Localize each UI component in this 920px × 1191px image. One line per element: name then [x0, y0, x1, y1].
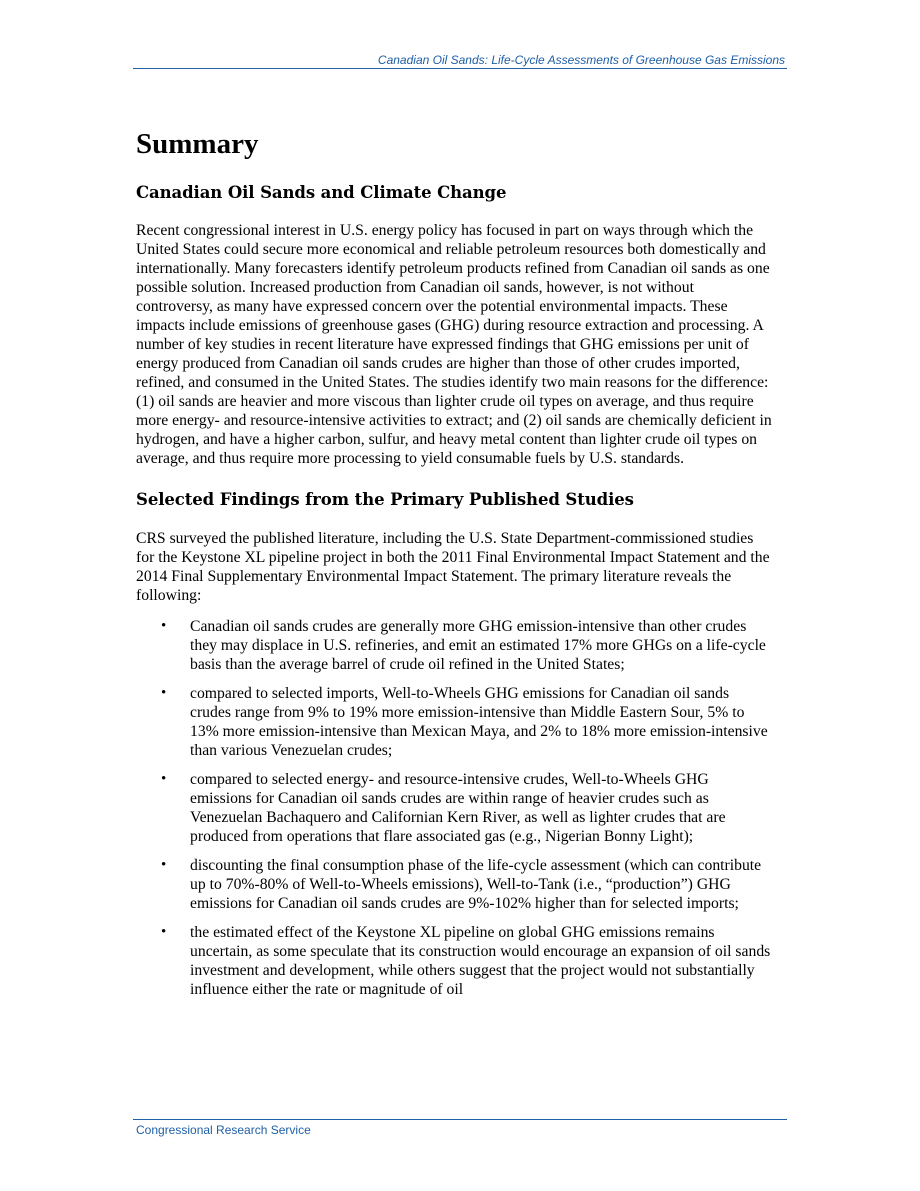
header-rule — [133, 68, 787, 69]
list-item — [136, 617, 772, 674]
section-heading-findings: Selected Findings from the Primary Published Studies — [136, 490, 634, 509]
list-item — [136, 856, 772, 913]
list-item — [136, 684, 772, 760]
bullet-icon: • — [161, 771, 167, 787]
bullet-icon: • — [161, 924, 167, 940]
page-title: Summary — [136, 128, 259, 160]
bullet-icon: • — [161, 618, 167, 634]
findings-list — [136, 617, 772, 999]
list-item-text: discounting the final consumption phase of the life-cycle assessment (which can contribute up to 70%-80% of Well-to-Wheels emissions), Well-to-Tank (i.e., “production”) GHG emissions for Canadian oil sands crudes are 9%-102% higher than for selected imports; — [190, 857, 762, 912]
bullet-icon: • — [161, 685, 167, 701]
list-item-text: compared to selected imports, Well-to-Wheels GHG emissions for Canadian oil sands crudes range from 9% to 19% more emission-intensive than Middle Eastern Sour, 5% to 13% more emission-intensive than Mexican Maya, and 2% to 18% more emission-intensive than various Venezuelan crudes; — [190, 685, 768, 759]
running-header: Canadian Oil Sands: Life-Cycle Assessments of Greenhouse Gas Emissions — [377, 53, 785, 67]
list-item-text: Canadian oil sands crudes are generally more GHG emission-intensive than other crudes they may displace in U.S. refineries, and emit an estimated 17% more GHGs on a life-cycle basis than the average barrel of crude oil refined in the United States; — [190, 618, 766, 673]
list-item-text: the estimated effect of the Keystone XL pipeline on global GHG emissions remains uncertain, as some speculate that its construction would encourage an expansion of oil sands investment and development, while others suggest that the project would not substantially influence either the rate or magnitude of oil — [190, 924, 771, 998]
page-content — [136, 120, 772, 1009]
list-item — [136, 923, 772, 999]
section-heading-climate-change: Canadian Oil Sands and Climate Change — [136, 183, 507, 202]
page-footer: Congressional Research Service — [136, 1123, 311, 1137]
list-item — [136, 770, 772, 846]
footer-rule — [133, 1119, 787, 1120]
section-paragraph-climate-change: Recent congressional interest in U.S. energy policy has focused in part on ways through which the United States could secure more economical and reliable petroleum resources both domestically and internationally. Many forecasters identify petroleum products refined from Canadian oil sands as one possible solution. Increased production from Canadian oil sands, however, is not without controversy, as many have expressed concern over the potential environmental impacts. These impacts include emissions of greenhouse gases (GHG) during resource extraction and processing. A number of key studies in recent literature have expressed findings that GHG emissions per unit of energy produced from Canadian oil sands crudes are higher than those of other crudes imported, refined, and consumed in the United States. The studies identify two main reasons for the difference: (1) oil sands are heavier and more viscous than lighter crude oil types on average, and thus require more energy- and resource-intensive activities to extract; and (2) oil sands are chemically deficient in hydrogen, and have a higher carbon, sulfur, and heavy metal content than lighter crude oil types on average, and thus require more processing to yield consumable fuels by U.S. standards. — [136, 222, 772, 467]
bullet-icon: • — [161, 857, 167, 873]
list-item-text: compared to selected energy- and resource-intensive crudes, Well-to-Wheels GHG emissions for Canadian oil sands crudes are within range of heavier crudes such as Venezuelan Bachaquero and Californian Kern River, as well as lighter crudes that are produced from operations that flare associated gas (e.g., Nigerian Bonny Light); — [190, 771, 726, 845]
section-paragraph-findings: CRS surveyed the published literature, including the U.S. State Department-commissioned studies for the Keystone XL pipeline project in both the 2011 Final Environmental Impact Statement and the 2014 Final Supplementary Environmental Impact Statement. The primary literature reveals the following: — [136, 530, 770, 604]
